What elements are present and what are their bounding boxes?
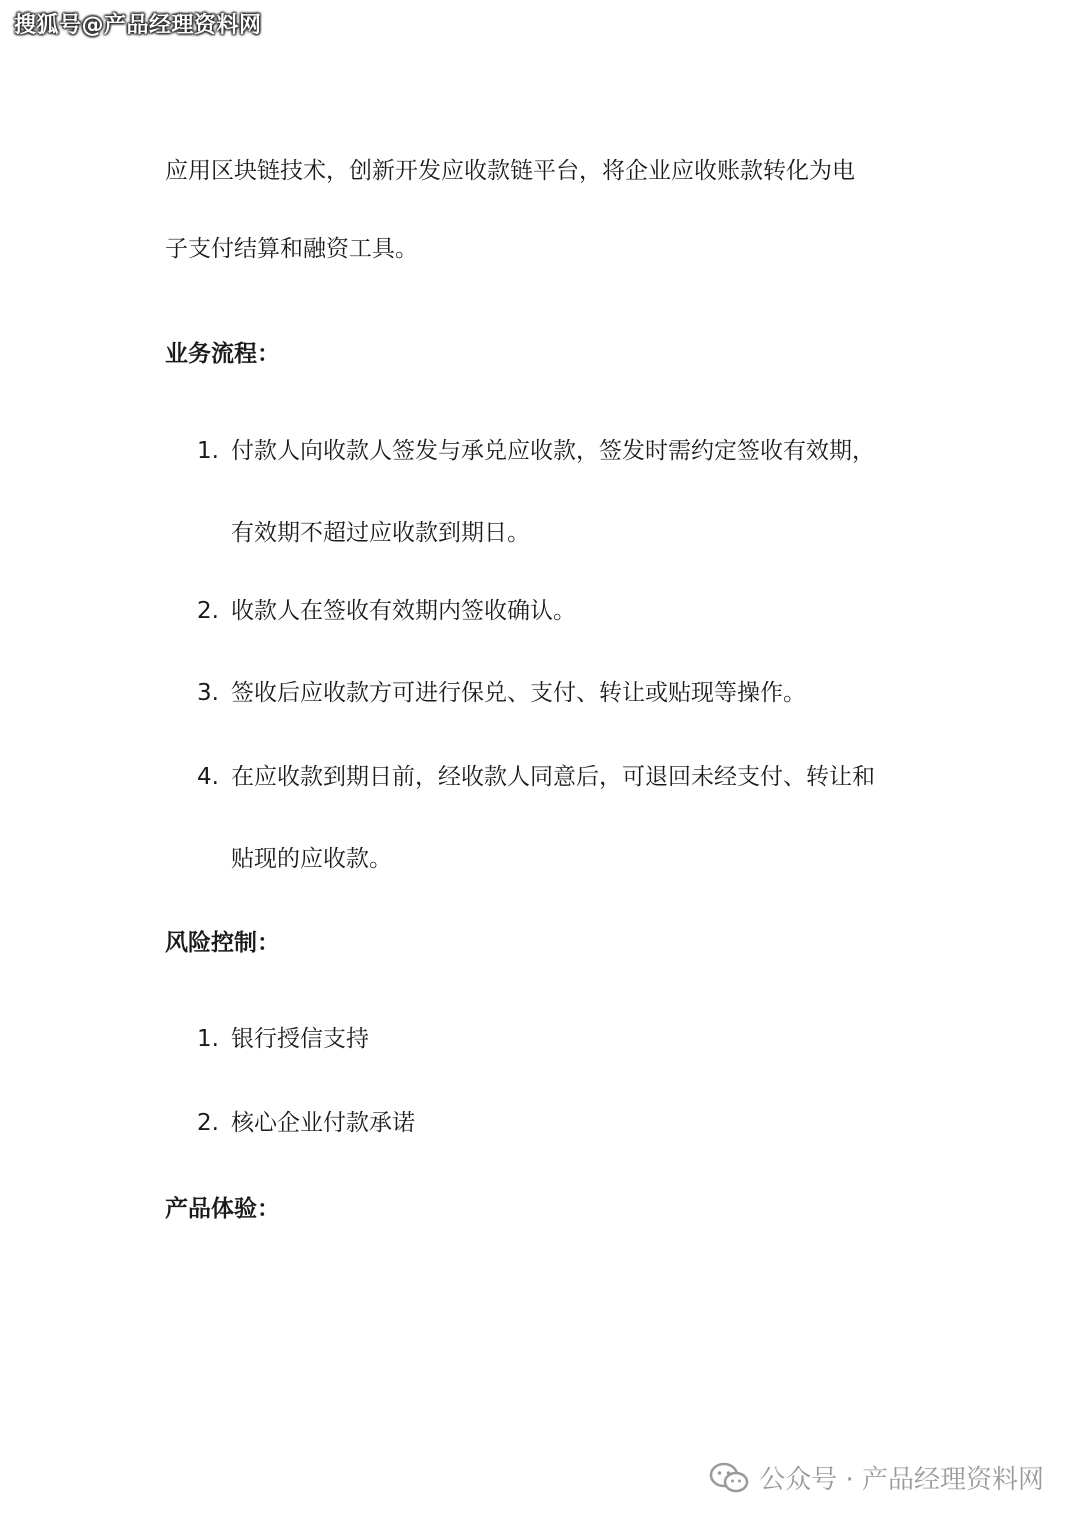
list-number: 1.	[197, 1026, 219, 1052]
wechat-footer-watermark	[709, 1459, 1044, 1496]
list-number: 4.	[197, 764, 219, 790]
intro-line-2: 子支付结算和融资工具。	[165, 236, 418, 262]
list-text-line: 核心企业付款承诺	[231, 1110, 415, 1136]
section-heading-experience: 产品体验：	[165, 1196, 280, 1222]
section-heading-business: 业务流程：	[165, 341, 280, 367]
list-number: 1.	[197, 438, 219, 464]
list-text-line: 贴现的应收款。	[231, 846, 392, 872]
intro-line-1: 应用区块链技术，创新开发应收款链平台，将企业应收账款转化为电	[165, 158, 855, 184]
section-heading-risk: 风险控制：	[165, 930, 280, 956]
list-text-line: 银行授信支持	[231, 1026, 369, 1052]
list-number: 3.	[197, 680, 219, 706]
footer-label: 公众号 · 产品经理资料网	[759, 1465, 1044, 1495]
list-text-line: 在应收款到期日前，经收款人同意后，可退回未经支付、转让和	[231, 764, 875, 790]
list-text-line: 付款人向收款人签发与承兑应收款，签发时需约定签收有效期，	[231, 438, 875, 464]
list-number: 2.	[197, 598, 219, 624]
wechat-icon	[709, 1462, 749, 1494]
list-text-line: 签收后应收款方可进行保兑、支付、转让或贴现等操作。	[231, 680, 806, 706]
list-number: 2.	[197, 1110, 219, 1136]
list-text-line: 有效期不超过应收款到期日。	[231, 520, 530, 546]
list-text-line: 收款人在签收有效期内签收确认。	[231, 598, 576, 624]
watermark-top: 搜狐号@产品经理资料网	[14, 13, 262, 38]
intro-paragraph	[165, 132, 925, 288]
